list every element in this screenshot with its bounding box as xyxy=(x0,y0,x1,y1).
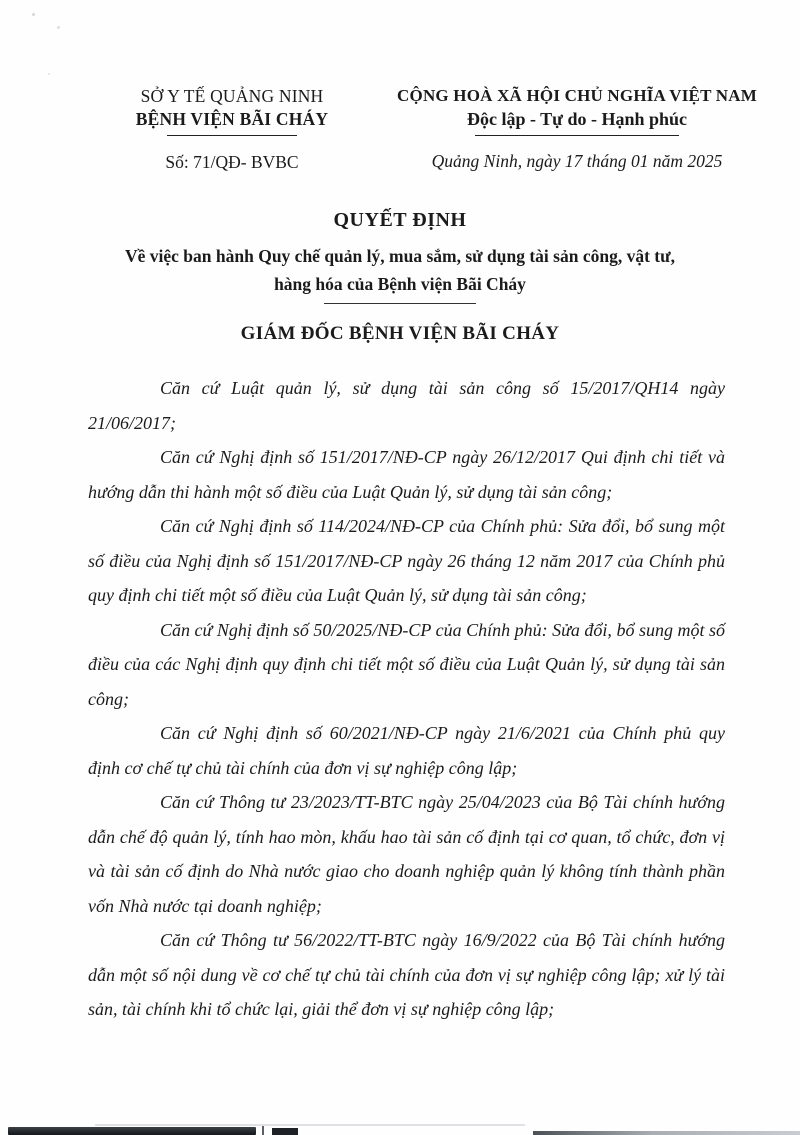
issuing-agency-block xyxy=(96,86,368,173)
scan-artifact-bar-right xyxy=(533,1131,800,1135)
scan-speck xyxy=(48,73,50,75)
parent-agency-name: SỞ Y TẾ QUẢNG NINH xyxy=(140,86,324,106)
document-header xyxy=(0,0,800,173)
national-motto-block xyxy=(376,86,778,173)
legal-basis-paragraph: Căn cứ Nghị định số 50/2025/NĐ-CP của Chính phủ: Sửa đổi, bổ sung một số điều của các Nghị định quy định chi tiết một số điều của Luật Quản lý, sử dụng tài sản công; xyxy=(88,619,725,709)
legal-basis-paragraph: Căn cứ Luật quản lý, sử dụng tài sản công số 15/2017/QH14 ngày 21/06/2017; xyxy=(88,378,725,433)
scan-smudge-line xyxy=(95,1124,525,1126)
subject-line-2: hàng hóa của Bệnh viện Bãi Cháy xyxy=(274,274,526,294)
legal-basis-paragraph: Căn cứ Nghị định số 60/2021/NĐ-CP ngày 21/6/2021 của Chính phủ quy định cơ chế tự chủ tài chính của đơn vị sự nghiệp công lập; xyxy=(88,723,725,778)
document-subject xyxy=(0,242,800,298)
title-block xyxy=(0,209,800,345)
scan-speck xyxy=(57,26,60,29)
agency-underline xyxy=(167,135,297,136)
issuer-heading: GIÁM ĐỐC BỆNH VIỆN BÃI CHÁY xyxy=(240,323,560,344)
scan-artifact-tick xyxy=(262,1126,264,1135)
legal-basis-paragraph: Căn cứ Nghị định số 151/2017/NĐ-CP ngày 26/12/2017 Qui định chi tiết và hướng dẫn thi hành một số điều của Luật Quản lý, sử dụng tài sản công; xyxy=(88,447,725,502)
subject-line-1: Về việc ban hành Quy chế quản lý, mua sắm, sử dụng tài sản công, vật tư, xyxy=(125,246,675,266)
legal-basis-paragraph: Căn cứ Thông tư 56/2022/TT-BTC ngày 16/9/2022 của Bộ Tài chính hướng dẫn một số nội dung về cơ chế tự chủ tài chính của đơn vị sự nghiệp công lập; xử lý tài sản, tài chính khi tổ chức lại, giải thể đơn vị sự nghiệp công lập; xyxy=(88,930,725,1019)
legal-basis-paragraph: Căn cứ Nghị định số 114/2024/NĐ-CP của Chính phủ: Sửa đổi, bổ sung một số điều của Nghị định số 151/2017/NĐ-CP ngày 26 tháng 12 năm 2017 của Chính phủ quy định chi tiết một số điều của Luật Quản lý, sử dụng tài sản công; xyxy=(88,516,725,605)
document-body xyxy=(88,371,725,1027)
motto-underline xyxy=(475,135,679,136)
document-type-title: QUYẾT ĐỊNH xyxy=(333,209,467,231)
document-number: Số: 71/QĐ- BVBC xyxy=(165,152,299,172)
scan-artifact-bar-mid xyxy=(272,1128,298,1135)
subject-underline xyxy=(324,303,476,304)
national-motto: Độc lập - Tự do - Hạnh phúc xyxy=(466,109,688,129)
scan-artifact-bar-left xyxy=(8,1127,256,1135)
hospital-name: BỆNH VIỆN BÃI CHÁY xyxy=(135,109,329,129)
national-title: CỘNG HOÀ XÃ HỘI CHỦ NGHĨA VIỆT NAM xyxy=(397,86,757,105)
legal-basis-paragraph: Căn cứ Thông tư 23/2023/TT-BTC ngày 25/04/2023 của Bộ Tài chính hướng dẫn chế độ quản lý, tính hao mòn, khấu hao tài sản cố định tại cơ quan, tổ chức, đơn vị và tài sản cố định do Nhà nước giao cho doanh nghiệp quản lý không tính thành phần vốn Nhà nước tại doanh nghiệp; xyxy=(88,792,725,916)
place-and-date: Quảng Ninh, ngày 17 tháng 01 năm 2025 xyxy=(431,151,723,171)
scan-speck xyxy=(32,13,35,16)
